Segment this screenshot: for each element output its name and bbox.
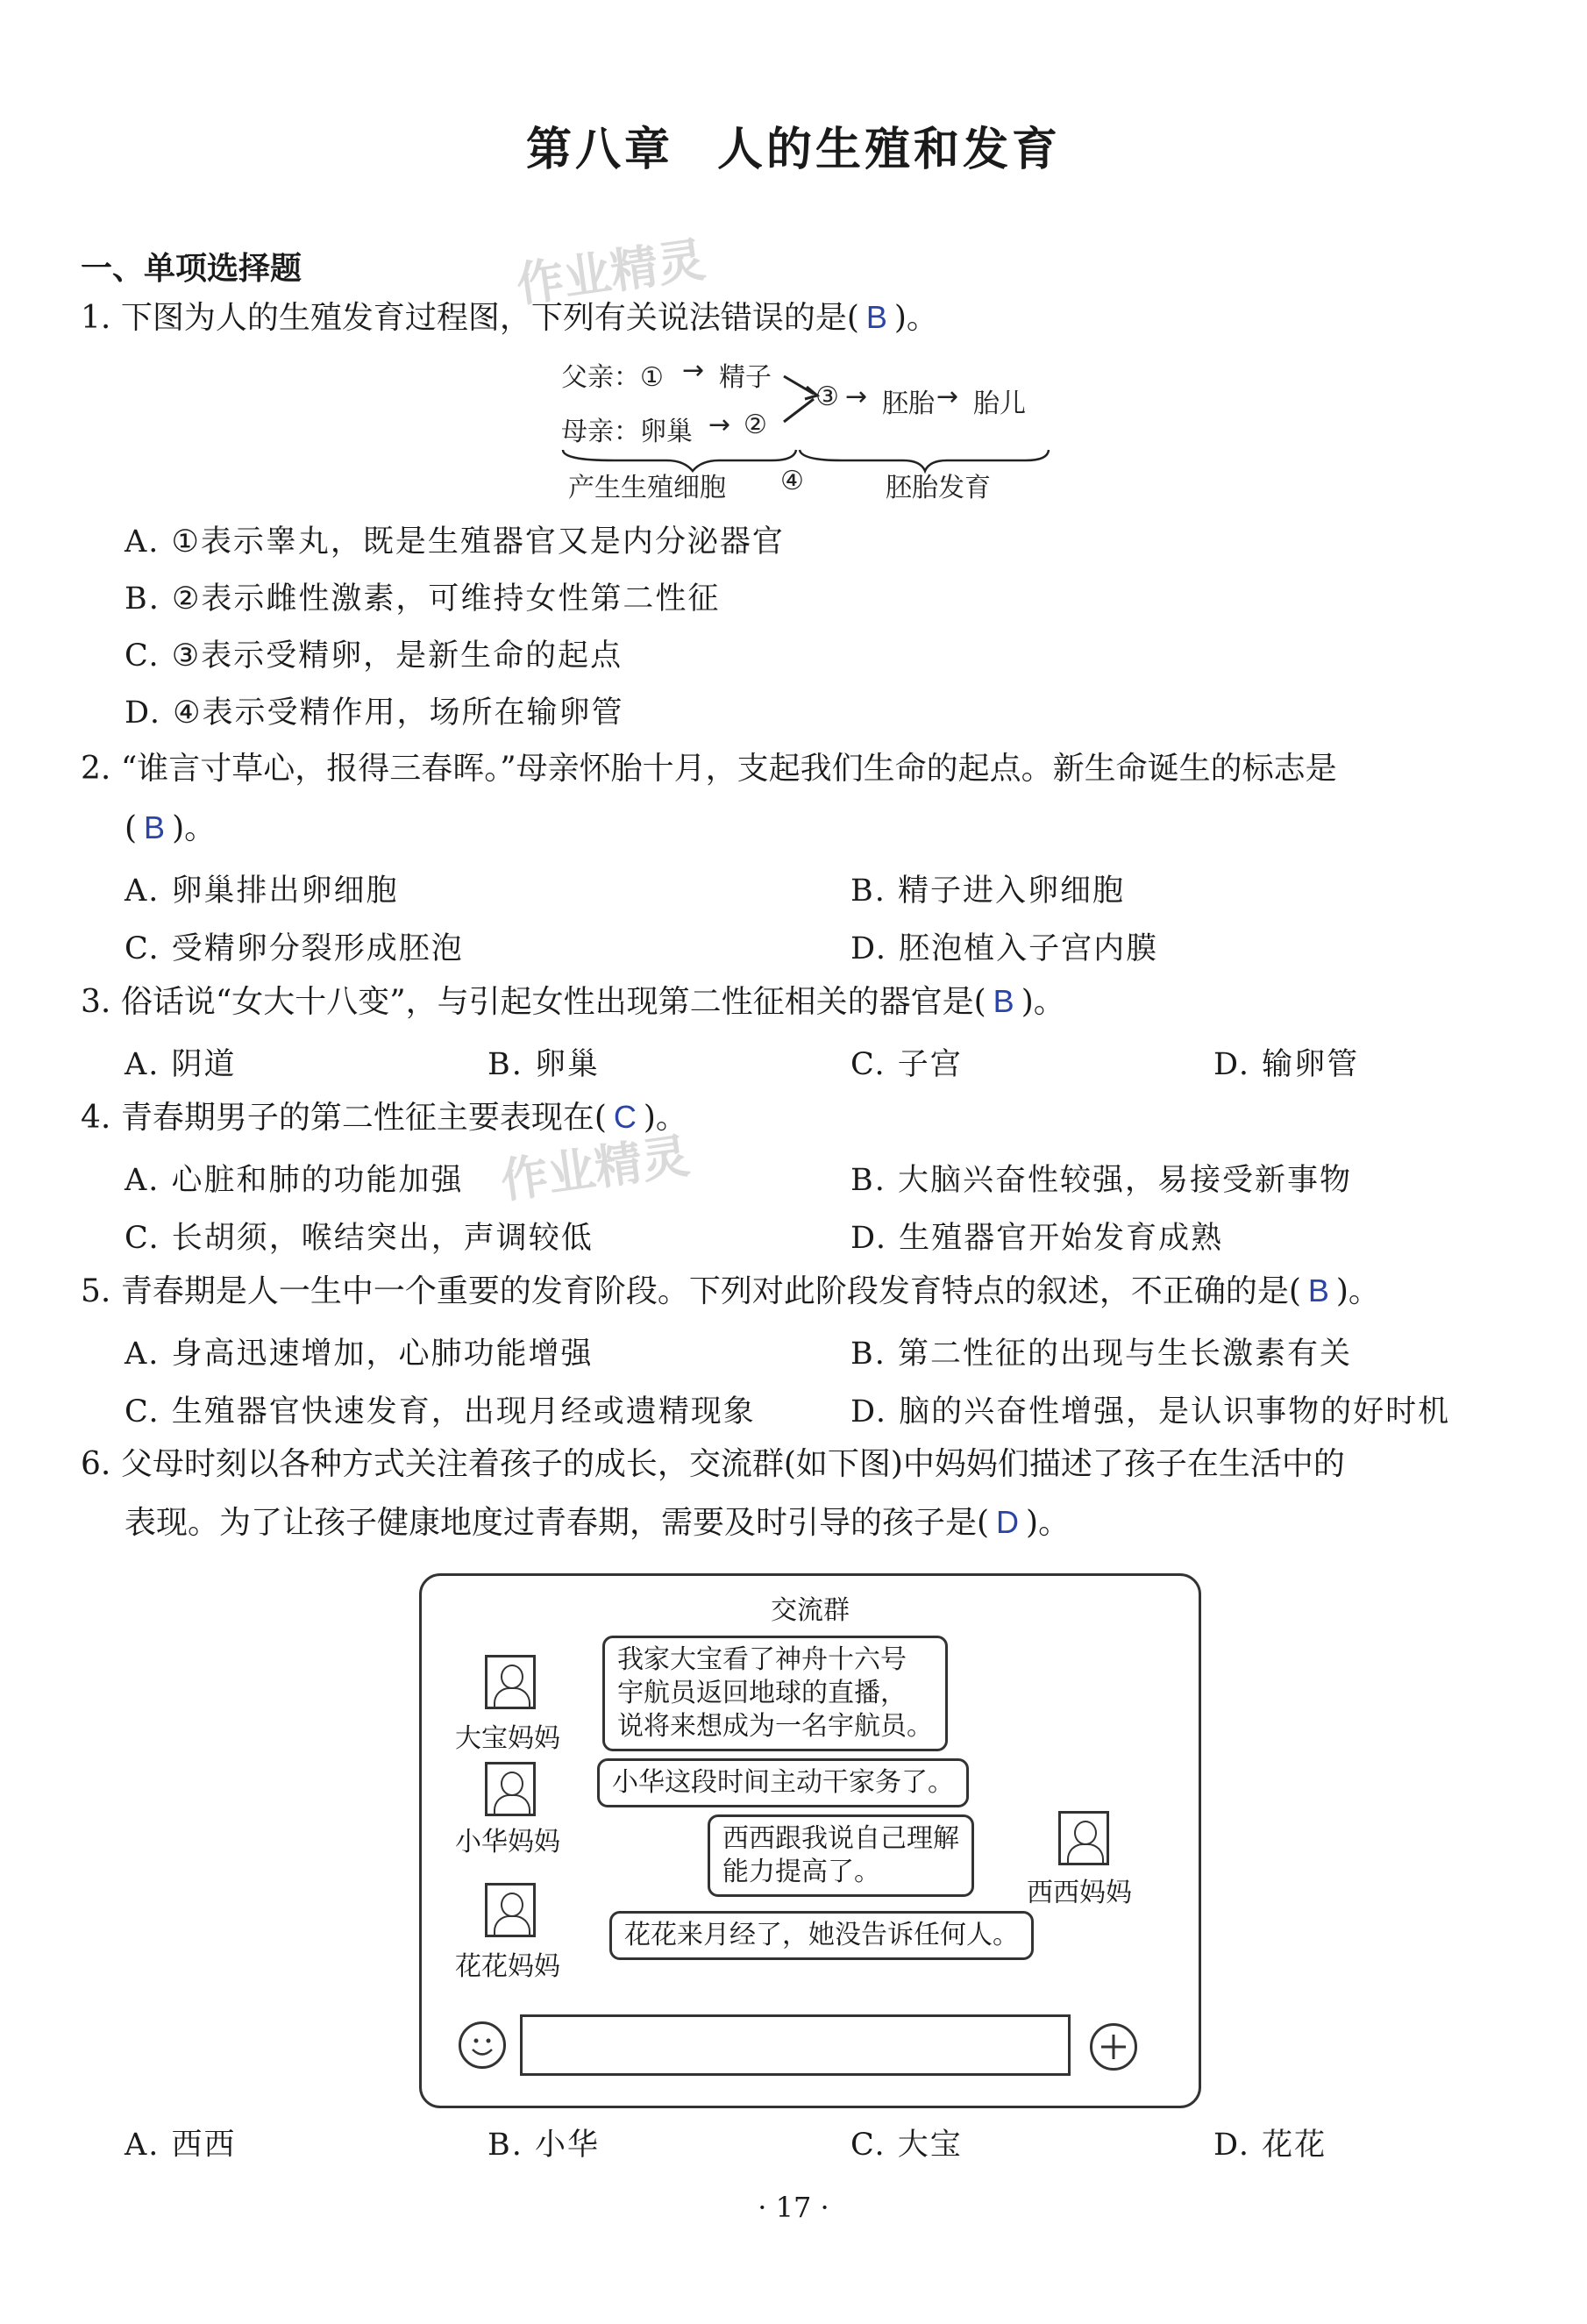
question-1: 1. 下图为人的生殖发育过程图，下列有关说法错误的是( B )。 [81,299,938,336]
answer-6: D [996,1504,1020,1540]
diagram-mother: 母亲：卵巢 [561,417,693,447]
chat-bubble: 我家大宝看了神舟十六号 宇航员返回地球的直播， 说将来想成为一名宇航员。 [602,1636,948,1751]
question-3: 3. 俗话说“女大十八变”，与引起女性出现第二性征相关的器官是( B )。 [81,983,1065,1020]
q5-option-a[interactable]: A. 身高迅速增加，心肺功能增强 [125,1337,594,1372]
question-6: 6. 父母时刻以各种方式关注着孩子的成长，交流群(如下图)中妈妈们描述了孩子在生活中的 [81,1446,1345,1482]
question-4: 4. 青春期男子的第二性征主要表现在( C )。 [81,1099,687,1136]
chat-bubble: 花花来月经了，她没告诉任何人。 [609,1911,1034,1960]
avatar-icon [485,1762,536,1816]
q3-option-d[interactable]: D. 输卵管 [1213,1047,1360,1082]
question-2-answer-line: ( B )。 [125,809,217,846]
chapter-title [0,112,1587,178]
diagram-label-dev: 胚胎发育 [886,473,991,503]
diagram-circle-2: ② [744,410,767,440]
q4-option-a[interactable]: A. 心脏和肺的功能加强 [125,1163,464,1198]
question-6-line-2: 表现。为了让孩子健康地度过青春期，需要及时引导的孩子是( D )。 [125,1504,1071,1541]
watermark: 作业精灵 [513,232,708,313]
diagram-sperm: 精子 [719,362,772,393]
answer-2: B [144,809,166,845]
q1-option-d[interactable]: D. ④表示受精作用，场所在输卵管 [125,695,624,731]
plus-icon[interactable] [1090,2023,1137,2071]
page-number: · 17 · [758,2191,829,2224]
question-2: 2. “谁言寸草心，报得三春晖。”母亲怀胎十月，支起我们生命的起点。新生命诞生的标志是 [81,751,1337,787]
q1-option-b[interactable]: B. ②表示雌性激素，可维持女性第二性征 [125,581,721,617]
answer-1: B [865,299,887,335]
reproduction-diagram: 父亲：① → 精子 母亲：卵巢 → ② ③ → 胚胎 → 胎儿 产生生殖细胞 ④ 胚胎发育 [561,355,1052,513]
chapter-number: 第八章 [525,123,673,176]
q4-option-d[interactable]: D. 生殖器官开始发育成熟 [850,1221,1224,1256]
smiley-icon[interactable] [459,2021,506,2069]
q1-option-c[interactable]: C. ③表示受精卵，是新生命的起点 [125,638,623,674]
q4-option-c[interactable]: C. 长胡须，喉结突出，声调较低 [125,1221,594,1256]
q3-option-a[interactable]: A. 阴道 [125,1047,237,1082]
q6-option-c[interactable]: C. 大宝 [850,2128,963,2163]
chat-user-name: 小华妈妈 [455,1827,560,1857]
q6-option-a[interactable]: A. 西西 [125,2128,237,2163]
question-5: 5. 青春期是人一生中一个重要的发育阶段。下列对此阶段发育特点的叙述，不正确的是( B )。 [81,1272,1380,1309]
q2-option-a[interactable]: A. 卵巢排出卵细胞 [125,873,399,909]
chat-bubble: 西西跟我说自己理解 能力提高了。 [708,1814,974,1897]
q3-option-c[interactable]: C. 子宫 [850,1047,963,1082]
chat-title: 交流群 [771,1595,850,1626]
q2-option-b[interactable]: B. 精子进入卵细胞 [850,873,1125,909]
diagram-label-4: ④ [780,466,804,496]
avatar-icon [485,1655,536,1709]
q5-option-d[interactable]: D. 脑的兴奋性增强，是认识事物的好时机 [850,1394,1451,1429]
avatar-icon [485,1883,536,1937]
chat-group-figure [419,1573,1201,2108]
q1-option-a[interactable]: A. ①表示睾丸，既是生殖器官又是内分泌器官 [125,524,785,560]
q2-option-d[interactable]: D. 胚泡植入子宫内膜 [850,931,1159,966]
diagram-fetus: 胎儿 [973,389,1026,419]
q3-option-b[interactable]: B. 卵巢 [487,1047,600,1082]
chat-user-name: 西西妈妈 [1027,1878,1132,1908]
q2-option-c[interactable]: C. 受精卵分裂形成胚泡 [125,931,464,966]
chat-user-name: 大宝妈妈 [455,1723,560,1754]
q6-option-b[interactable]: B. 小华 [487,2128,600,2163]
chat-bubble: 小华这段时间主动干家务了。 [597,1758,969,1807]
chat-input[interactable] [520,2014,1071,2076]
q5-option-c[interactable]: C. 生殖器官快速发育，出现月经或遗精现象 [125,1394,756,1429]
answer-5: B [1307,1272,1329,1308]
diagram-embryo: 胚胎 [882,389,935,419]
avatar-icon [1058,1811,1109,1865]
chapter-name: 人的生殖和发育 [717,123,1062,176]
diagram-label-cells: 产生生殖细胞 [568,473,726,503]
watermark: 作业精灵 [497,1128,693,1209]
section-heading: 一、单项选择题 [81,251,302,287]
diagram-father: 父亲：① [561,362,664,393]
q6-option-d[interactable]: D. 花花 [1213,2128,1327,2163]
q4-option-b[interactable]: B. 大脑兴奋性较强，易接受新事物 [850,1163,1352,1198]
chat-user-name: 花花妈妈 [455,1951,560,1982]
answer-4: C [613,1099,637,1135]
q5-option-b[interactable]: B. 第二性征的出现与生长激素有关 [850,1337,1352,1372]
answer-3: B [993,983,1014,1019]
diagram-circle-3: ③ [815,381,839,412]
